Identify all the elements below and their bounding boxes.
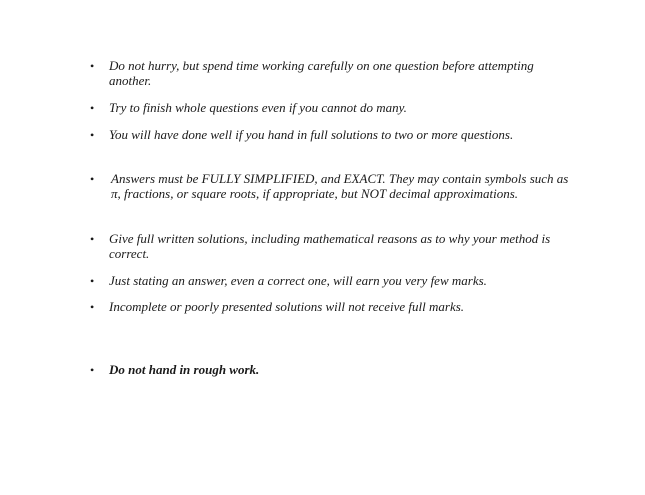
bullet-marker: • xyxy=(90,232,95,246)
bullet-marker: • xyxy=(90,172,95,186)
bullet-marker: • xyxy=(90,300,95,314)
instruction-text: Try to finish whole questions even if you cannot do many. xyxy=(109,100,407,115)
instruction-text: Incomplete or poorly presented solutions will not receive full marks. xyxy=(109,299,465,314)
instruction-text: Just stating an answer, even a correct one, will earn you very few marks. xyxy=(109,273,487,288)
instruction-text: Answers must be FULLY SIMPLIFIED, and EXACT. They may contain symbols such as π, fractions, or square roots, if appropriate, but NOT decimal approximations. xyxy=(111,171,569,201)
instruction-text: Do not hurry, but spend time working carefully on one question before attempting another. xyxy=(109,58,534,88)
bullet-marker: • xyxy=(90,274,95,288)
instruction-text-emphasis: Do not hand in rough work. xyxy=(109,362,260,377)
bullet-marker: • xyxy=(90,101,95,115)
bullet-marker: • xyxy=(90,59,95,73)
instruction-text: You will have done well if you hand in full solutions to two or more questions. xyxy=(109,127,514,142)
instruction-text: Give full written solutions, including mathematical reasons as to why your method is correct. xyxy=(109,231,551,261)
bullet-marker: • xyxy=(90,363,95,377)
bullet-marker: • xyxy=(90,128,95,142)
